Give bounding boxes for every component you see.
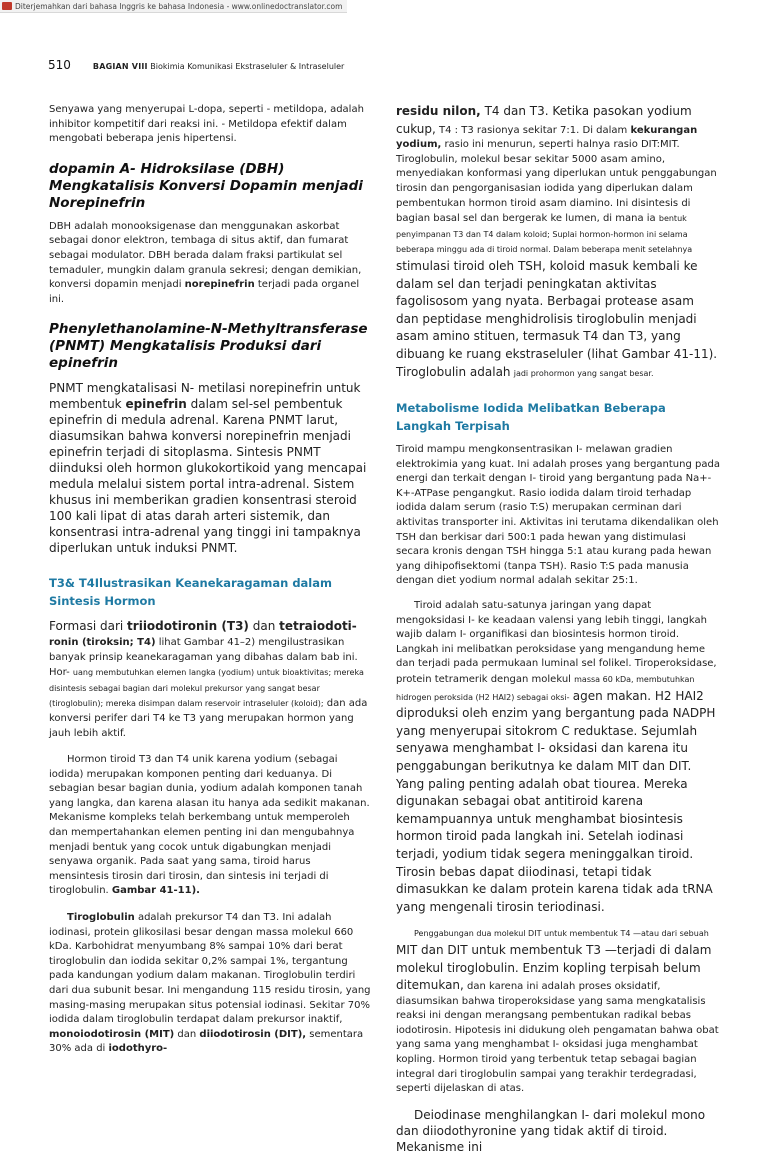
pnmt-paragraph <box>49 380 371 556</box>
iodothyronine-term: iodothyro- <box>108 1043 168 1055</box>
thyroglobulin-term: Tiroglobulin <box>67 912 135 924</box>
formation-text-3: dan ada konversi perifer dari T4 ke T3 yang merupakan hormon yang jauh lebih aktif. <box>49 698 368 739</box>
thyroglobulin-text: adalah prekursor T4 dan T3. Ini adalah iodinasi, protein glikosilasi besar dengan massa molekul 660 kDa. Karbohidrat menyumbang 8% sampai 10% dari berat tiroglobulin dan iodida sekitar 0,2% sampai 1%, tergantung pada kandungan yodium dalam makanan. Tiroglobulin terdiri dari dua subunit besar. Ini mengandung 115 residu tirosin, yang masing-masing merupakan situs potensial iodinasi. Sekitar 70% iodida dalam tiroglobulin terdapat dalam prekursor inaktif, <box>49 912 371 1026</box>
heading-pnmt: Phenylethanolamine-N-Methyltransferase (PNMT) Mengkatalisis Produksi dari epinefrin <box>49 321 368 372</box>
t3-term: triiodotironin (T3) <box>127 619 249 634</box>
page-header <box>48 58 728 72</box>
hormone-paragraph <box>49 753 371 899</box>
dbh-paragraph <box>49 220 371 308</box>
metabolism-paragraph-3 <box>396 926 720 1097</box>
formation-text: Formasi dari <box>49 619 128 634</box>
coupling-small-text: Penggabungan dua molekul DIT untuk membentuk T4 —atau dari sebuah <box>414 929 709 939</box>
metabolism-paragraph-2 <box>396 599 720 916</box>
ratio-text: T4 : T3 rasionya sekitar 7:1. Di dalam <box>439 124 631 136</box>
iodine-deficiency-term: kekurangan yodium, <box>396 124 698 151</box>
formation-small-text: uang membutuhkan elemen langka (yodium) untuk bioaktivitas; mereka disintesis sebagai bagian dari molekul prekursor yang sangat besar (tiroglobulin); mereka disimpan dalam reservoir intraseluler (koloid); <box>49 668 364 709</box>
intro-paragraph: Senyawa yang menyerupai L-dopa, seperti - metildopa, adalah inhibitor kompetitif dari reaksi ini. - Metildopa efektif dalam mengobati beberapa jenis hipertensi. <box>49 104 364 145</box>
dbh-text-end: terjadi pada organel ini. <box>49 279 360 305</box>
thyroglobulin-paragraph <box>49 911 371 1057</box>
storage-small-text: bentuk penyimpanan T3 dan T4 dalam koloid; Suplai hormon-hormon ini selama beberapa minggu ada di tiroid normal. Dalam beberapa menit setelahnya <box>396 214 693 255</box>
thyroglobulin-text-2: sementara 30% ada di <box>49 1028 364 1055</box>
section-label: BAGIAN VIII <box>92 62 148 71</box>
hormone-text: Hormon tiroid T3 dan T4 unik karena yodium (sebagai iodida) merupakan komponen penting dari keduanya. Di sebagian besar bagian dunia, yodium adalah komponen tanah yang langka, dan karena alasan itu hanya ada sedikit makanan. Mekanisme kompleks telah berkembang untuk memperoleh dan mempertahankan elemen penting ini dan mengubahnya menjadi bentuk yang cocok untuk digabungkan menjadi senyawa organik. Pada saat yang sama, tiroid harus mensintesis tirosin dari tirosin, dan sintesis ini terjadi di tiroglobulin. <box>49 754 370 897</box>
residue-paragraph <box>396 103 720 381</box>
formation-text-2: lihat Gambar 41–2) mengilustrasikan banyak prinsip keanekaragaman yang dibahas dalam bab ini. Hor- <box>49 636 358 679</box>
dit-term: diiodotirosin (DIT), <box>199 1028 307 1040</box>
right-column <box>396 103 720 1154</box>
metabolism-paragraph-1: Tiroid mampu mengkonsentrasikan I- melawan gradien elektrokimia yang kuat. Ini adalah proses yang bergantung pada energi dan terkait dengan I- tiroid yang bergantung pada Na+-K+-ATPase pengangkut. Rasio iodida dalam tiroid terhadap iodida dalam serum (rasio T:S) merupakan cerminan dari aktivitas transporter ini. Aktivitas ini terutama dikendalikan oleh TSH dan berkisar dari 500:1 pada hewan yang distimulasi secara kronis dengan TSH hingga 5:1 atau kurang pada hewan yang dihipofisektomi (tanpa TSH). Rasio T:S pada manusia dengan diet yodium normal adalah sekitar 25:1. <box>396 444 720 587</box>
formation-and: dan <box>248 619 280 634</box>
stimulation-text: stimulasi tiroid oleh TSH, koloid masuk kembali ke dalam sel dan terjadi peningkatan aktivitas fagolisosom yang nyata. Berbagai protease asam dan peptidase menghidrolisis tiroglobulin menjadi asam amino stituen, termasuk T4 dan T3, yang dibuang ke ruang ekstraseluler (lihat Gambar 41-11). Tiroglobulin adalah <box>396 258 718 379</box>
dbh-text: DBH adalah monooksigenase dan menggunakan askorbat sebagai donor elektron, tembaga di situs aktif, dan fumarat sebagai modulator. DBH berada dalam fraksi partikulat sel temaduler, mungkin dalam granula sekresi; dengan demikian, konversi dopamin menjadi <box>49 220 362 291</box>
formation-paragraph <box>49 618 371 741</box>
running-head <box>93 62 344 71</box>
residue-text: T4 dan T3. Ketika pasokan yodium cukup, <box>396 104 692 136</box>
heading-t3t4: T3& T4Ilustrasikan Keanekaragaman dalam Sintesis Hormon <box>49 576 332 609</box>
coupling-text-2: dan karena ini adalah proses oksidatif, diasumsikan bahwa tiroperoksidase yang sama mengkatalisis reaksi ini dengan merangsang pembentukan radikal bebas iodotirosin. Hipotesis ini didukung oleh pengamatan bahwa obat yang sama yang menghambat I- oksidasi juga menghambat kopling. Hormon tiroid yang terbentuk tetap sebagai bagian integral dari tiroglobulin sampai yang terakhir terdegradasi, seperti dijelaskan di atas. <box>396 981 719 1095</box>
pnmt-term: epinefrin <box>125 397 187 412</box>
t4-term: tetraiodoti- <box>279 619 357 634</box>
residue-term: residu nilon, <box>396 104 481 118</box>
mit-term: monoiodotirosin (MIT) <box>49 1028 175 1040</box>
coupling-text: MIT dan DIT untuk membentuk T3 —terjadi di dalam molekul tiroglobulin. Enzim kopling terpisah belum ditemukan, <box>396 942 712 993</box>
dbh-term: norepinefrin <box>184 279 255 291</box>
pnmt-text: PNMT mengkatalisasi N- metilasi norepinefrin untuk membentuk <box>49 381 361 412</box>
residue-text-2: rasio ini menurun, seperti halnya rasio DIT:MIT. Tiroglobulin, molekul besar sekitar 5000 asam amino, menyediakan konformasi yang diperlukan untuk penggabungan tirosin dan pengorganisasian iodida yang diperlukan dalam pembentukan hormon tiroid asam diamino. Ini disintesis di bagian basal sel dan bergerak ke lumen, di mana ia <box>396 139 717 225</box>
chapter-title: Biokimia Komunikasi Ekstraseluler & Intraseluler <box>150 62 345 71</box>
mass-small-text: massa 60 kDa, membutuhkan hidrogen peroksida (H2 HAI2) sebagai oksi- <box>396 675 695 702</box>
metabolism-paragraph-4: Deiodinase menghilangkan I- dari molekul mono dan diiodothyronine yang tidak aktif di tiroid. Mekanisme ini <box>396 1107 706 1154</box>
translator-logo-icon <box>2 2 12 10</box>
oxidation-text: Tiroid adalah satu-satunya jaringan yang dapat mengoksidasi I- ke keadaan valensi yang lebih tinggi, langkah wajib dalam I- organifikasi dan biosintesis hormon tiroid. Langkah ini melibatkan peroksidase yang mengandung heme dan terjadi pada permukaan luminal sel folikel. Tiroperoksidase, protein tetramerik dengan molekul <box>396 600 717 685</box>
oxidation-text-2: agen makan. H2 HAI2 diproduksi oleh enzim yang bergantung pada NADPH yang menyerupai sitokrom C reduktase. Sejumlah senyawa menghambat I- oksidasi dan karena itu penggabungan berikutnya ke dalam MIT dan DIT. Yang paling penting adalah obat tiourea. Mereka digunakan sebagai obat antitiroid karena kemampuannya untuk menghambat biosintesis hormon tiroid pada langkah ini. Setelah iodinasi terjadi, yodium tidak segera meninggalkan tiroid. Tirosin bebas dapat diiodinasi, tetapi tidak dimasukkan ke dalam protein karena tidak ada tRNA yang mengenali tirosin teriodinasi. <box>396 688 716 914</box>
prohormone-text: jadi prohormon yang sangat besar. <box>513 368 654 378</box>
heading-metabolism: Metabolisme Iodida Melibatkan Beberapa Langkah Terpisah <box>396 401 666 434</box>
page-number: 510 <box>48 58 71 72</box>
pnmt-text-end: dalam sel-sel pembentuk epinefrin di medula adrenal. Karena PNMT larut, diasumsikan bahwa konversi norepinefrin menjadi epinefrin terjadi di sitoplasma. Sintesis PNMT diinduksi oleh hormon glukokortikoid yang mencapai medula melalui sistem portal intra-adrenal. Sistem khusus ini memberikan gradien konsentrasi steroid 100 kali lipat di atas darah arteri sistemik, dan konsentrasi intra-adrenal yang tinggi ini tampaknya diperlukan untuk induksi PNMT. <box>49 397 367 556</box>
heading-dbh: dopamin A- Hidroksilase (DBH) Mengkatalisis Konversi Dopamin menjadi Norepinefrin <box>49 160 363 211</box>
thyroglobulin-and: dan <box>174 1028 200 1040</box>
banner-text[interactable]: Diterjemahkan dari bahasa Inggris ke bahasa Indonesia - www.onlinedoctranslator.com <box>15 1 343 11</box>
translator-banner[interactable] <box>0 0 347 13</box>
thyroxine-term: ronin (tiroksin; T4) <box>49 636 156 648</box>
left-column <box>49 103 371 1055</box>
figure-ref: Gambar 41-11). <box>111 885 200 897</box>
